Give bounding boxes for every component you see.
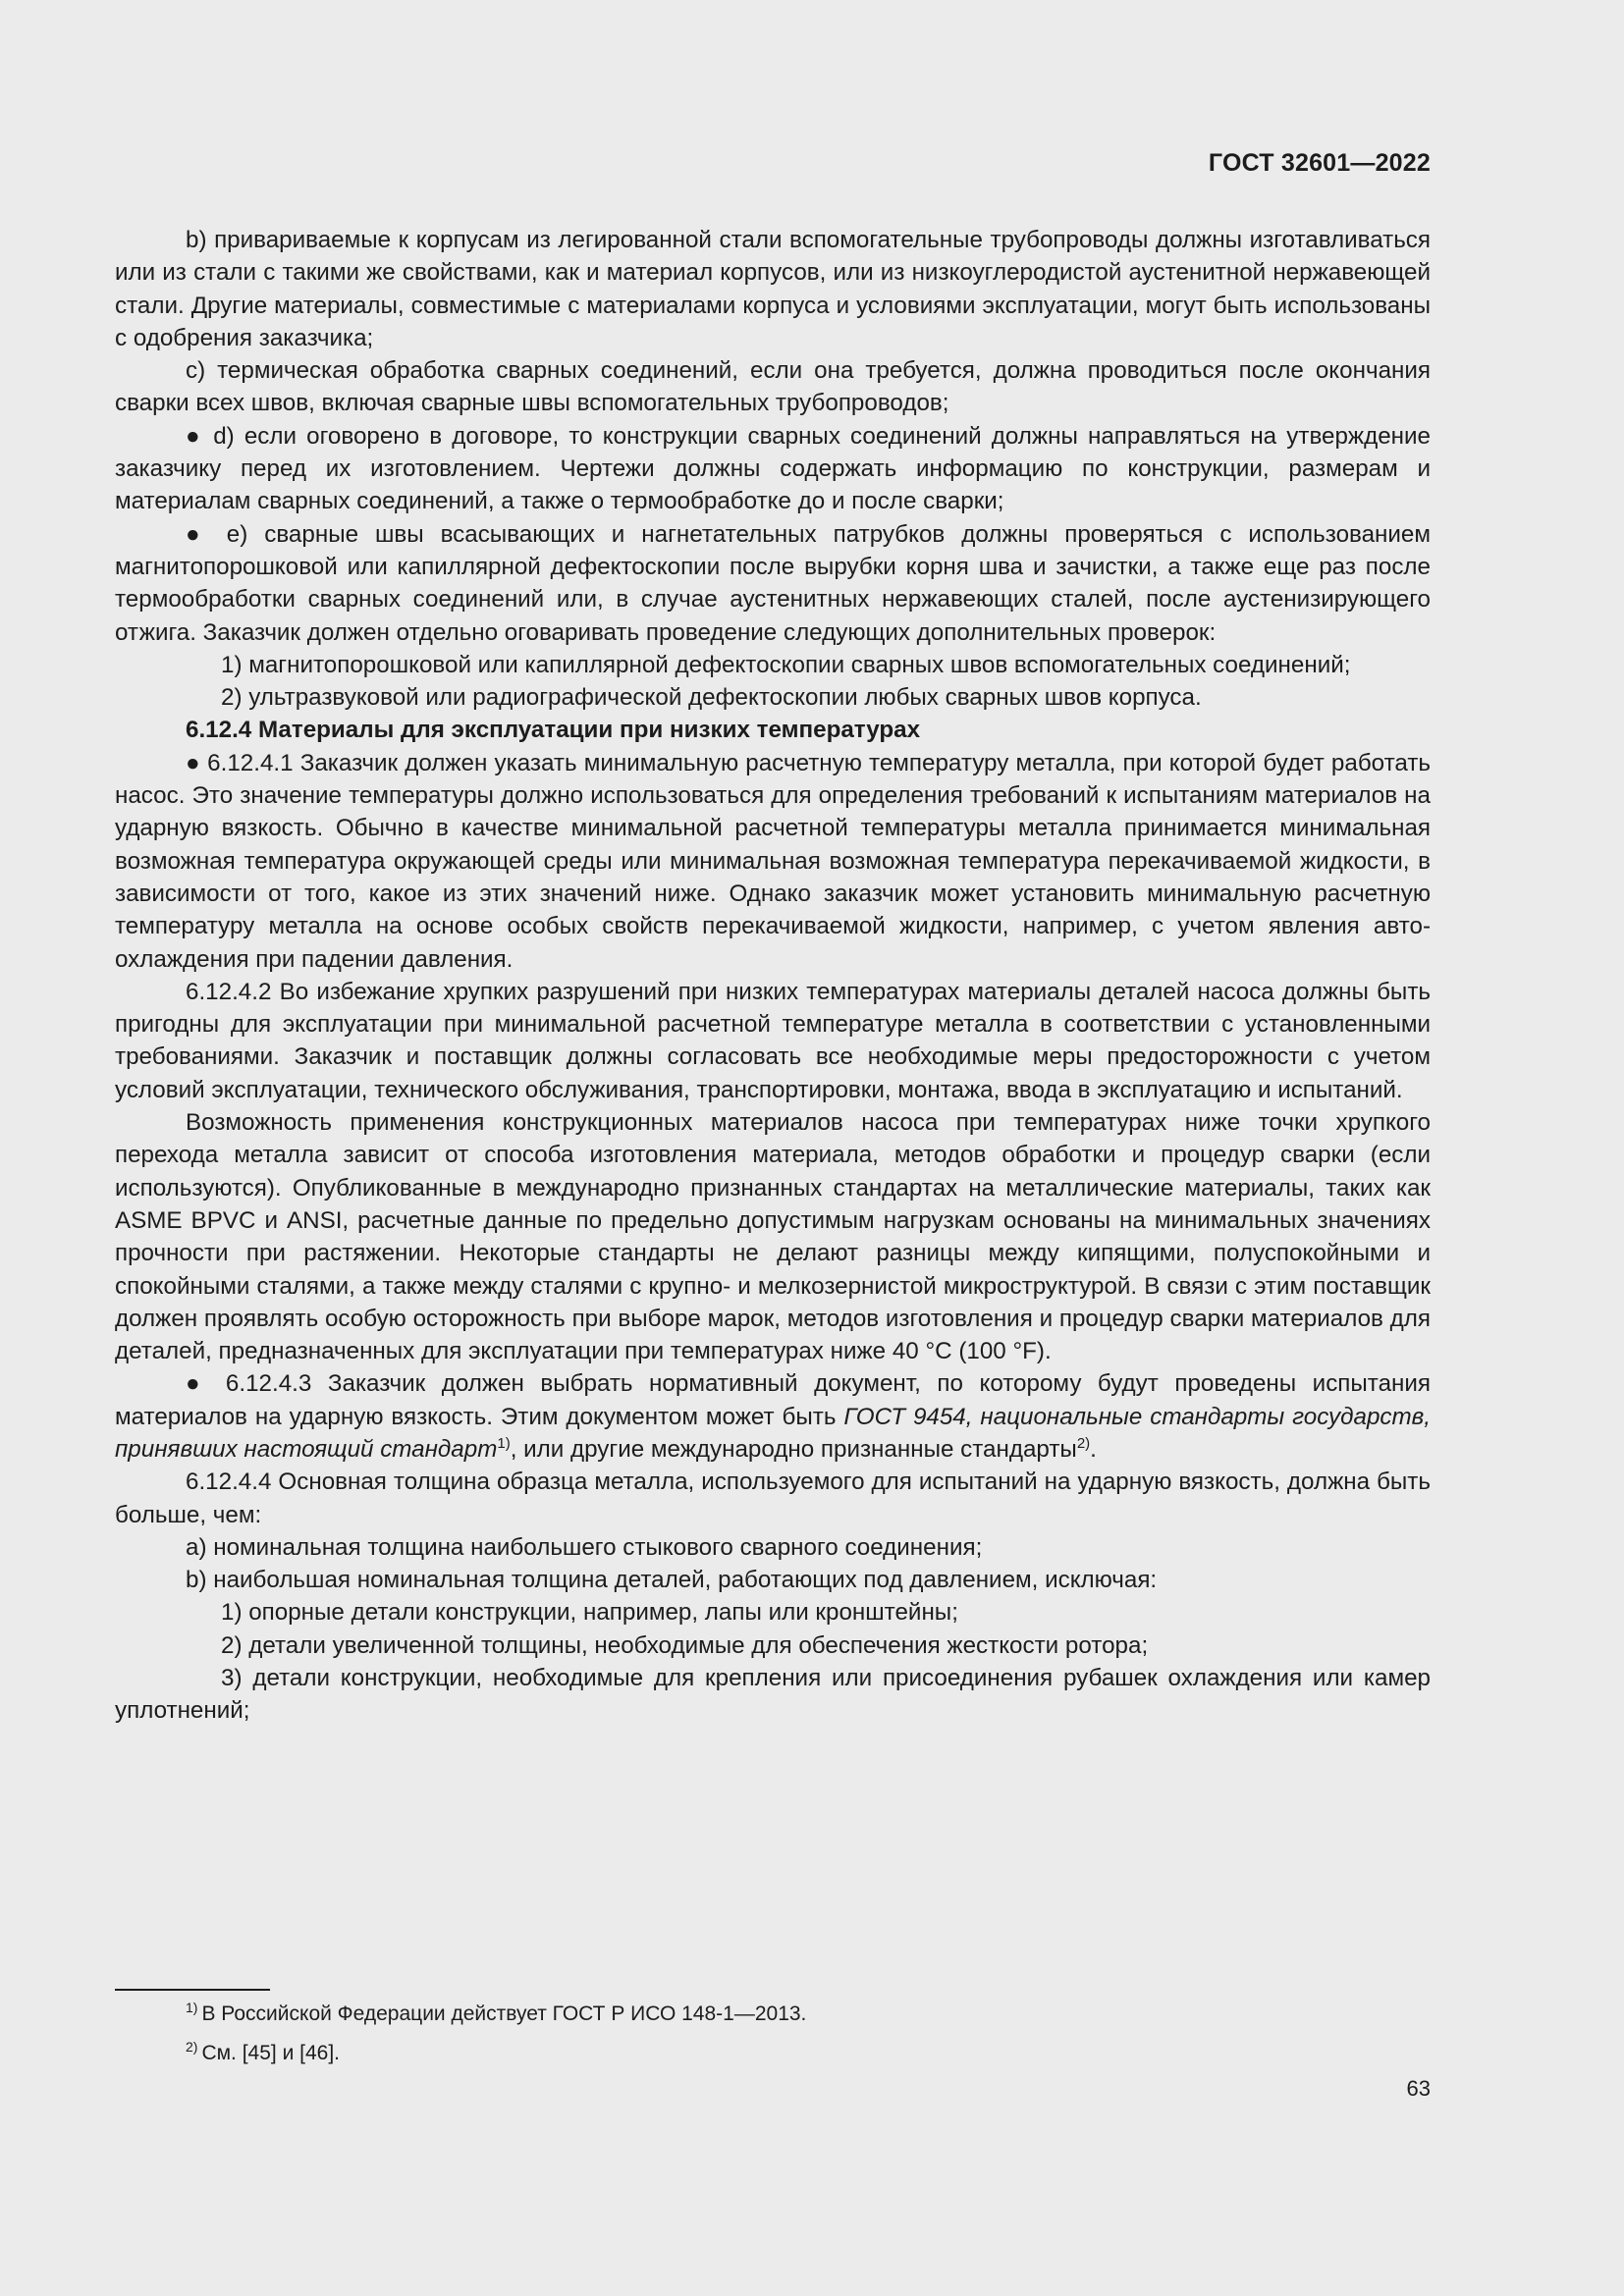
list-subitem-b1: 1) опорные детали конструкции, например, лапы или кронштейны; xyxy=(221,1599,958,1627)
paragraph-6-12-4-4: 6.12.4.4 Основная толщина образца металла, используемого для испытаний на ударную вязкость, должна быть больше, чем: xyxy=(115,1468,1431,1528)
paragraph-subitem-e1: 1) магнитопорошковой или капиллярной дефектоскопии сварных швов вспомогательных соединений; xyxy=(221,651,1351,678)
paragraph-6-12-4-3-text-3: . xyxy=(1090,1435,1097,1463)
paragraph-item-b: b) привариваемые к корпусам из легированной стали вспомогательные трубопроводы должны изготавливаться или из стали с такими же свойствами, как и материал корпусов, или из низкоуглеродистой аустенитной нержавеющей стали. Другие материалы, совместимые с материалами корпуса и условиями эксплуатации, могут быть использованы с одобрения заказчика; xyxy=(115,227,1431,351)
paragraph-6-12-4-3-text-2: , или другие международно признанные стандарты xyxy=(510,1435,1077,1463)
list-subitem-b3: 3) детали конструкции, необходимые для крепления или присоединения рубашек охлаждения или камер уплотнений; xyxy=(115,1665,1431,1725)
paragraph-6-12-4-3 xyxy=(115,1367,1431,1466)
page-number: 63 xyxy=(1406,2076,1431,2101)
document-header: ГОСТ 32601—2022 xyxy=(1208,149,1431,177)
list-subitem-b2: 2) детали увеличенной толщины, необходимые для обеспечения жесткости ротора; xyxy=(221,1631,1149,1659)
section-heading-6-12-4: 6.12.4 Материалы для эксплуатации при низких температурах xyxy=(186,717,921,744)
footnote-mark-1: 1) xyxy=(186,2000,198,2015)
footnote-text-1: В Российской Федерации действует ГОСТ Р ИСО 148-1—2013. xyxy=(201,2002,807,2025)
footnote-2 xyxy=(186,2034,806,2073)
paragraph-item-c: c) термическая обработка сварных соединений, если она требуется, должна проводиться после окончания сварки всех швов, включая сварные швы вспомогательных трубопроводов; xyxy=(115,357,1431,417)
document-page xyxy=(115,137,1431,2277)
footnote-1 xyxy=(186,1995,806,2034)
footnote-text-2: См. [45] и [46]. xyxy=(201,2042,341,2064)
paragraph-item-e: ● e) сварные швы всасывающих и нагнетательных патрубков должны проверяться с использованием магнитопорошковой или капиллярной дефектоскопии после вырубки корня шва и зачистки, а также еще раз после термообработки сварных соединений или, в случае аустенитных нержавеющих сталей, после аустенизирующего отжига. Заказчик должен отдельно оговаривать проведение следующих дополнительных проверок: xyxy=(115,520,1431,646)
paragraph-6-12-4-1: ● 6.12.4.1 Заказчик должен указать минимальную расчетную температуру металла, при которой будет работать насос. Это значение температуры должно использоваться для определения требований к испытаниям материалов на ударную вязкость. Обычно в качестве минимальной расчетной температуры металла принимается минимальная возможная температура окружающей среды или минимальная возможная температура перекачиваемой жидкости, в зависимости от того, какое из этих значений ниже. Однако заказчик может установить минимальную расчетную температуру металла на основе особых свойств перекачиваемой жидкости, например, с учетом явления авто-охлаждения при падении давления. xyxy=(115,749,1431,973)
footnote-mark-2: 2) xyxy=(186,2039,198,2055)
paragraph-6-12-4-2: 6.12.4.2 Во избежание хрупких разрушений при низких температурах материалы деталей насоса должны быть пригодны для эксплуатации при минимальной расчетной температуре металла в соответствии с установленными требованиями. Заказчик и поставщик должны согласовать все необходимые меры предосторожности с учетом условий эксплуатации, технического обслуживания, транспортировки, монтажа, ввода в эксплуатацию и испытаний. xyxy=(115,978,1431,1103)
footnotes xyxy=(186,1995,806,2073)
list-item-b: b) наибольшая номинальная толщина деталей, работающих под давлением, исключая: xyxy=(186,1567,1158,1594)
paragraph-6-12-4-3-text: ● 6.12.4.3 Заказчик должен выбрать нормативный документ, по которому будут проведены испытания материалов на ударную вязкость. Этим документом может быть xyxy=(115,1370,1431,1430)
body-text xyxy=(115,224,1431,1728)
list-item-a: a) номинальная толщина наибольшего стыкового сварного соединения; xyxy=(186,1533,983,1561)
footnote-ref-2: 2) xyxy=(1076,1434,1091,1452)
paragraph-possibility: Возможность применения конструкционных материалов насоса при температурах ниже точки хрупкого перехода металла зависит от способа изготовления материала, методов обработки и процедур сварки (если используются). Опубликованные в международно признанных стандартах на металлические материалы, таких как ASME BPVC и ANSI, расчетные данные по предельно допустимым нагрузкам основаны на минимальных значениях прочности при растяжении. Некоторые стандарты не делают разницы между кипящими, полуспокойными и спокойными сталями, а также между сталями с крупно- и мелкозернистой микроструктурой. В связи с этим поставщик должен проявлять особую осторожность при выборе марок, методов изготовления и процедур сварки материалов для деталей, предназначенных для эксплуатации при температурах ниже 40 °C (100 °F). xyxy=(115,1109,1431,1365)
paragraph-6-12-4-3-italic: ГОСТ 9454, национальные стандарты государств, принявших настоящий стандарт xyxy=(115,1403,1431,1463)
paragraph-subitem-e2: 2) ультразвуковой или радиографической дефектоскопии любых сварных швов корпуса. xyxy=(221,684,1202,712)
footnote-divider xyxy=(115,1989,270,1991)
footnote-ref-1: 1) xyxy=(497,1434,511,1452)
paragraph-item-d: ● d) если оговорено в договоре, то конструкции сварных соединений должны направляться на утверждение заказчику перед их изготовлением. Чертежи должны содержать информацию по конструкции, размерам и материалам сварных соединений, а также о термообработке до и после сварки; xyxy=(115,422,1431,515)
